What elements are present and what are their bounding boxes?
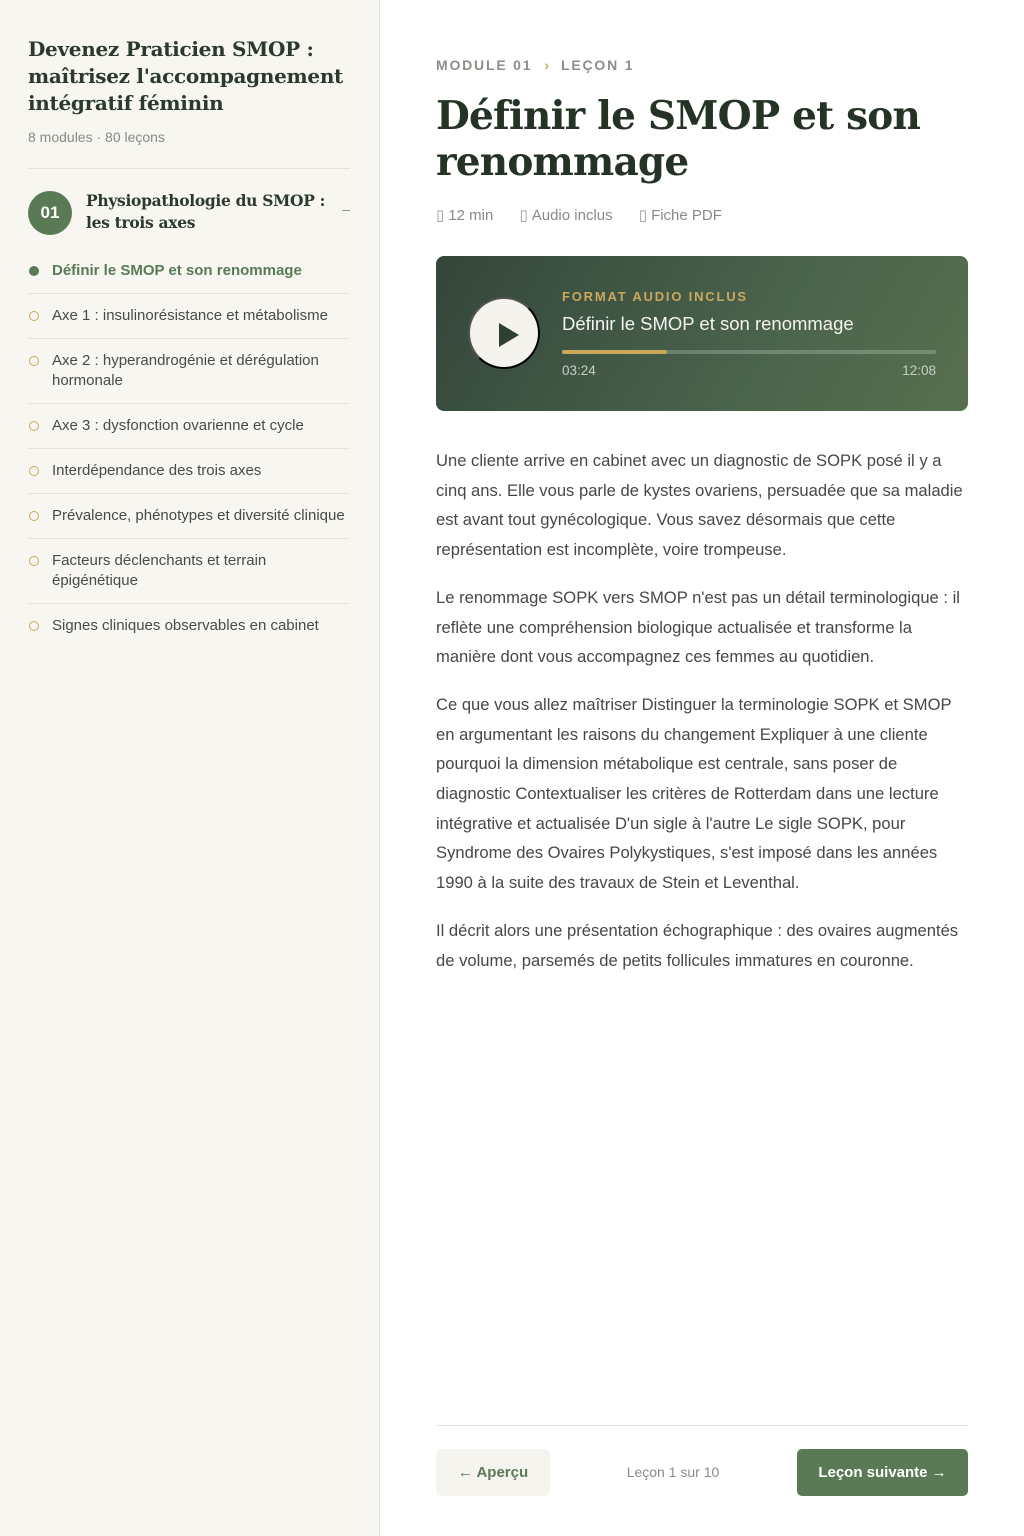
- course-meta: 8 modules · 80 leçons: [28, 129, 165, 145]
- lesson-item-3[interactable]: [28, 339, 350, 404]
- duration-text: 12 min: [448, 207, 494, 224]
- content-paragraph: Le renommage SOPK vers SMOP n'est pas un détail terminologique : il reflète une compréhension biologique actualisée et transforme la manière dont vous accompagnez ces femmes au quotidien.: [436, 587, 960, 667]
- page-title: Définir le SMOP et son renommage: [436, 93, 921, 185]
- lesson-label: Axe 3 : dysfonction ovarienne et cycle: [52, 417, 304, 434]
- lesson-label: Axe 2 : hyperandrogénie et dérégulation hormonale: [52, 352, 319, 389]
- content-paragraph: Il décrit alors une présentation échographique : des ovaires augmentés de volume, parsemés de petits follicules immatures en couronne.: [436, 920, 959, 970]
- sidebar-divider: [28, 168, 350, 169]
- content-paragraph: Ce que vous allez maîtriser Distinguer la terminologie SOPK et SMOP en argumentant les raisons du changement Expliquer à une cliente pourquoi la dimension métabolique est centrale, sans poser de diagnostic Contextualiser les critères de Rotterdam dans une lecture intégrative et actualisée D'un sigle à l'autre Le sigle SOPK, pour Syndrome des Ovaires Polykystiques, s'est imposé dans les années 1990 à la suite des travaux de Stein et Leventhal.: [436, 694, 952, 893]
- active-lesson-dot-icon: [29, 266, 39, 276]
- course-sidebar: [0, 0, 380, 1536]
- lesson-label: Interdépendance des trois axes: [52, 462, 262, 479]
- module-header[interactable]: [28, 190, 350, 236]
- lesson-item-1[interactable]: [28, 249, 350, 294]
- lesson-label: Facteurs déclenchants et terrain épigénétique: [52, 552, 267, 589]
- lesson-list: [28, 249, 350, 648]
- lesson-meta: [436, 206, 744, 224]
- lesson-item-4[interactable]: [28, 404, 350, 449]
- module-title: Physiopathologie du SMOP : les trois axes: [86, 191, 326, 232]
- audio-text: Audio inclus: [531, 207, 613, 224]
- lesson-dot-icon: [29, 466, 39, 476]
- lesson-dot-icon: [29, 356, 39, 366]
- headphones-icon: ▯: [519, 207, 528, 224]
- lesson-dot-icon: [29, 621, 39, 631]
- previous-button[interactable]: ← Aperçu: [436, 1449, 550, 1496]
- lesson-item-2[interactable]: [28, 294, 350, 339]
- audio-current-time: 03:24: [562, 363, 596, 378]
- collapse-icon[interactable]: –: [342, 201, 350, 217]
- audio-player: [436, 256, 968, 411]
- module-number-badge: 01: [28, 191, 72, 235]
- footer-divider: [436, 1425, 968, 1426]
- audio-format-label: FORMAT AUDIO INCLUS: [562, 289, 748, 304]
- lesson-content: [436, 446, 968, 993]
- pdf-text: Fiche PDF: [651, 207, 722, 224]
- audio-meta: [519, 207, 612, 224]
- lesson-dot-icon: [29, 421, 39, 431]
- lesson-label: Prévalence, phénotypes et diversité clinique: [52, 507, 345, 524]
- lesson-page-indicator: Leçon 1 sur 10: [626, 1464, 720, 1480]
- clock-icon: ▯: [436, 207, 445, 224]
- breadcrumb-lesson: LEÇON 1: [561, 57, 635, 73]
- lesson-item-7[interactable]: [28, 539, 350, 604]
- lesson-main: [436, 0, 968, 1536]
- breadcrumb-module[interactable]: MODULE 01: [436, 57, 533, 73]
- lesson-label: Signes cliniques observables en cabinet: [52, 617, 319, 634]
- play-button[interactable]: [468, 297, 540, 369]
- course-title: Devenez Praticien SMOP : maîtrisez l'accompagnement intégratif féminin: [28, 37, 343, 115]
- pdf-meta[interactable]: [639, 207, 722, 224]
- chevron-right-icon: ›: [544, 57, 549, 73]
- lesson-label: Axe 1 : insulinorésistance et métabolisme: [52, 307, 328, 324]
- duration-meta: [436, 207, 493, 224]
- lesson-label: Définir le SMOP et son renommage: [52, 262, 302, 279]
- content-paragraph: Une cliente arrive en cabinet avec un diagnostic de SOPK posé il y a cinq ans. Elle vous parle de kystes ovariens, persuadée que sa maladie est avant tout gynécologique. Vous savez désormais que cette représentation est incomplète, voire trompeuse.: [436, 451, 963, 560]
- lesson-dot-icon: [29, 311, 39, 321]
- lesson-item-5[interactable]: [28, 449, 350, 494]
- lesson-item-6[interactable]: [28, 494, 350, 539]
- audio-title: Définir le SMOP et son renommage: [562, 313, 854, 334]
- next-lesson-button[interactable]: Leçon suivante →: [797, 1449, 968, 1496]
- breadcrumb: [436, 57, 634, 73]
- lesson-item-8[interactable]: [28, 604, 350, 648]
- lesson-dot-icon: [29, 556, 39, 566]
- audio-progress-fill: [562, 350, 667, 354]
- audio-progress-bar[interactable]: [562, 350, 936, 354]
- lesson-dot-icon: [29, 511, 39, 521]
- audio-total-time: 12:08: [902, 363, 936, 378]
- document-icon: ▯: [638, 207, 648, 224]
